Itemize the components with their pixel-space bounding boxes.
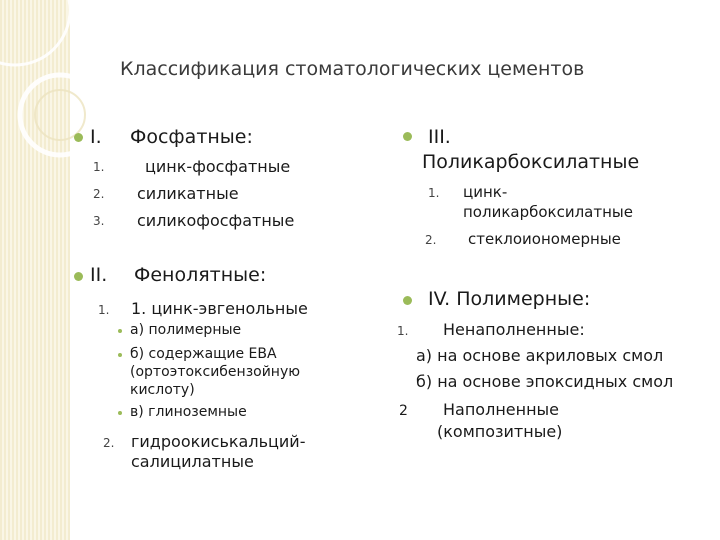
list-number: 2. bbox=[103, 436, 115, 450]
sub-list-item-continued: (ортоэтоксибензойную bbox=[130, 364, 301, 380]
list-item: стеклоиономерные bbox=[468, 230, 621, 248]
list-number: 1. bbox=[98, 303, 110, 317]
list-item: 1. цинк-эвгенольные bbox=[131, 299, 308, 318]
list-item: гидроокиськальций- bbox=[131, 432, 306, 451]
list-item-continued: поликарбоксилатные bbox=[463, 203, 633, 221]
list-item: цинк- bbox=[463, 183, 508, 201]
list-item-continued: (композитные) bbox=[437, 422, 563, 441]
sub-list-item-continued: кислоту) bbox=[130, 382, 195, 398]
list-item: Ненаполненные: bbox=[443, 320, 585, 339]
section-1-heading: Фосфатные: bbox=[130, 126, 253, 148]
decorative-circles bbox=[0, 0, 150, 170]
section-2-heading: Фенолятные: bbox=[134, 264, 267, 286]
list-number: 1. bbox=[428, 186, 440, 200]
section-bullet-icon bbox=[403, 132, 412, 141]
list-number: 1. bbox=[397, 324, 409, 338]
list-number: 1. bbox=[93, 160, 105, 174]
section-3-roman: III. bbox=[428, 126, 451, 148]
sub-list-item: в) глиноземные bbox=[130, 404, 247, 420]
list-number: 2 bbox=[399, 403, 408, 419]
list-sub-line: а) на основе акриловых смол bbox=[416, 346, 664, 365]
section-3-heading: Поликарбоксилатные bbox=[422, 151, 640, 173]
sub-bullet-icon bbox=[118, 411, 122, 415]
section-bullet-icon bbox=[74, 272, 83, 281]
sub-list-item: а) полимерные bbox=[130, 322, 242, 338]
section-bullet-icon bbox=[403, 296, 412, 305]
section-2-roman: II. bbox=[90, 264, 108, 286]
sub-list-item: б) содержащие ЕВА bbox=[130, 346, 277, 362]
section-bullet-icon bbox=[74, 133, 83, 142]
section-1-roman: I. bbox=[90, 126, 102, 148]
page-title: Классификация стоматологических цементов bbox=[120, 58, 585, 80]
sub-bullet-icon bbox=[118, 329, 122, 333]
list-sub-line: б) на основе эпоксидных смол bbox=[416, 372, 674, 391]
list-number: 3. bbox=[93, 214, 105, 228]
list-item: Наполненные bbox=[443, 400, 560, 419]
list-item: цинк-фосфатные bbox=[145, 157, 291, 176]
sub-bullet-icon bbox=[118, 353, 122, 357]
list-item-continued: салицилатные bbox=[131, 452, 254, 471]
list-number: 2. bbox=[93, 187, 105, 201]
list-item: силикофосфатные bbox=[137, 211, 295, 230]
list-number: 2. bbox=[425, 233, 437, 247]
list-item: силикатные bbox=[137, 184, 239, 203]
section-4-heading: IV. Полимерные: bbox=[428, 288, 591, 310]
